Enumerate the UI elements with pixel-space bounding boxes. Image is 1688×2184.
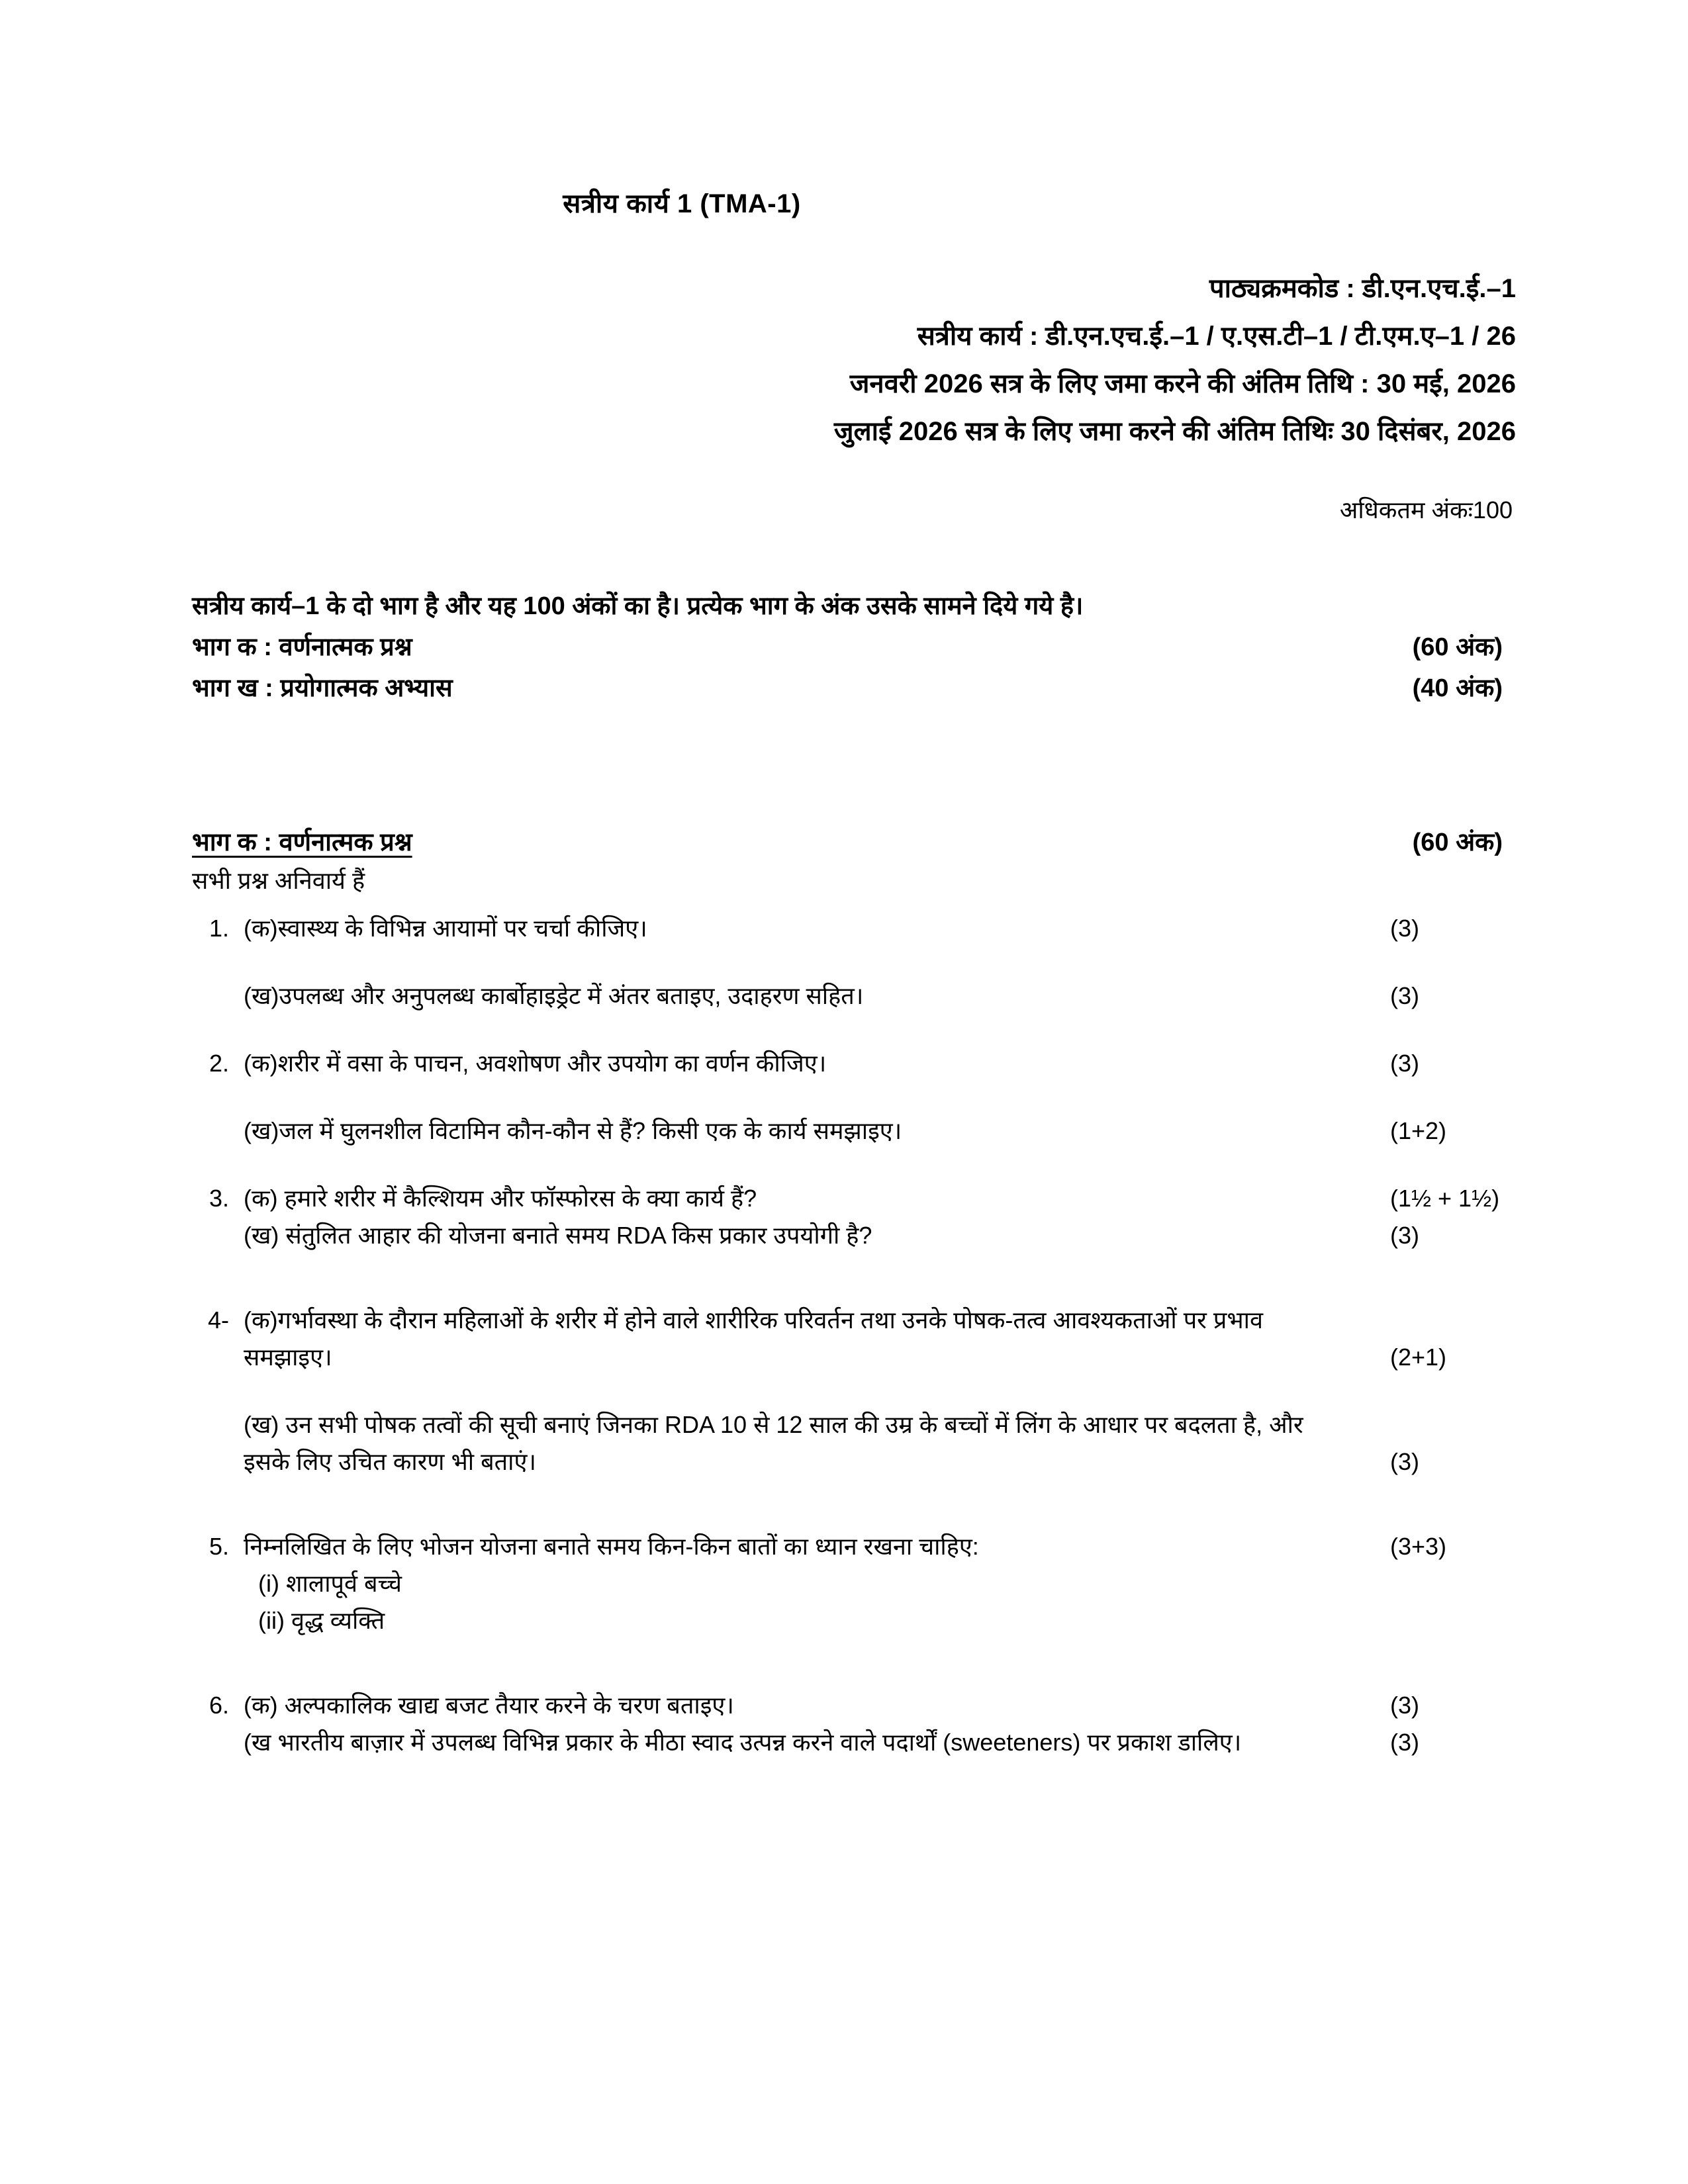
question-part-row	[192, 1180, 1509, 1217]
part-b-summary-label: भाग ख : प्रयोगात्मक अभ्यास	[192, 674, 453, 702]
question-number: 1.	[209, 915, 229, 942]
question-item	[192, 910, 1509, 1015]
question-part-marks: (1+2)	[1390, 1117, 1447, 1144]
question-part-row	[192, 1217, 1509, 1254]
question-number: 2.	[209, 1050, 229, 1077]
spacer	[192, 1639, 1509, 1687]
part-a-summary-label: भाग क : वर्णनात्मक प्रश्न	[192, 633, 412, 661]
question-part-row	[192, 978, 1509, 1015]
question-part-row	[192, 1687, 1509, 1724]
question-part-marks: (3+3)	[1390, 1533, 1447, 1560]
question-part-marks: (3)	[1390, 1729, 1419, 1756]
question-part-text: (ख) संतुलित आहार की योजना बनाते समय RDA किस प्रकार उपयोगी है?	[244, 1222, 872, 1249]
question-item	[192, 1180, 1509, 1254]
question-part-row	[192, 1528, 1509, 1565]
question-item	[192, 1302, 1509, 1480]
part-b-summary-marks: (40 अंक)	[1412, 674, 1503, 702]
question-part-marks: (2+1)	[1390, 1343, 1447, 1371]
question-number: 4-	[207, 1306, 229, 1334]
question-part-row	[192, 1045, 1509, 1082]
spacer	[192, 1150, 1509, 1180]
section-a-heading: भाग क : वर्णनात्मक प्रश्न	[192, 829, 412, 856]
assignment-code-line: सत्रीय कार्य : डी.एन.एच.ई.–1 / ए.एस.टी–1 / टी.एम.ए–1 / 26	[917, 322, 1516, 351]
question-item	[192, 1528, 1509, 1639]
question-part-text: (क) अल्पकालिक खाद्य बजट तैयार करने के चरण बताइए।	[244, 1692, 734, 1719]
question-part-marks: (1½ + 1½)	[1390, 1185, 1500, 1212]
course-code-line: पाठ्यक्रमकोड : डी.एन.एच.ई.–1	[1209, 274, 1516, 303]
question-number: 5.	[209, 1533, 229, 1560]
question-sub-item: (i) शालापूर्व बच्चे	[258, 1570, 402, 1597]
question-item	[192, 1045, 1509, 1150]
spacer	[192, 1254, 1509, 1302]
question-part-text: (ख)उपलब्ध और अनुपलब्ध कार्बोहाइड्रेट में अंतर बताइए, उदाहरण सहित।	[244, 982, 864, 1009]
question-part-row	[192, 1113, 1509, 1150]
spacer	[192, 1015, 1509, 1045]
question-part-text: (क)स्वास्थ्य के विभिन्न आयामों पर चर्चा कीजिए।	[244, 915, 647, 942]
question-sub-item: (ii) वृद्ध व्यक्ति	[258, 1607, 385, 1634]
question-part-text: (ख भारतीय बाज़ार में उपलब्ध विभिन्न प्रकार के मीठा स्वाद उत्पन्न करने वाले पदार्थों (sweeteners) पर प्रकाश डालिए।	[244, 1729, 1242, 1756]
part-a-summary-marks: (60 अंक)	[1412, 633, 1503, 661]
instructions-block	[192, 586, 1503, 709]
header-meta-block	[0, 265, 1516, 455]
spacer	[192, 1480, 1509, 1528]
question-list	[192, 910, 1509, 1761]
instructions-paragraph: सत्रीय कार्य–1 के दो भाग है और यह 100 अंकों का है। प्रत्येक भाग के अंक उसके सामने दिये गये है।	[192, 592, 1084, 620]
section-a-heading-row	[192, 824, 1503, 861]
question-part-marks: (3)	[1390, 915, 1419, 942]
question-part-text: (क)गर्भावस्था के दौरान महिलाओं के शरीर में होने वाले शारीरिक परिवर्तन तथा उनके पोषक-तत्व आवश्यकताओं पर प्रभाव समझाइए।	[244, 1306, 1264, 1371]
question-part-text: (ख) उन सभी पोषक तत्वों की सूची बनाएं जिनका RDA 10 से 12 साल की उम्र के बच्चों में लिंग के आधार पर बदलता है, और इसके लिए उचित कारण भी बताएं।	[244, 1411, 1303, 1475]
question-part-marks: (3)	[1390, 1692, 1419, 1719]
question-part-row	[192, 910, 1509, 947]
question-number: 3.	[209, 1185, 229, 1212]
question-part-marks: (3)	[1390, 1222, 1419, 1249]
question-part-row	[192, 1302, 1509, 1376]
spacer	[192, 1376, 1509, 1406]
part-b-summary-row	[192, 668, 1503, 709]
question-part-marks: (3)	[1390, 1050, 1419, 1077]
question-number: 6.	[209, 1692, 229, 1719]
section-a-subheading: सभी प्रश्न अनिवार्य हैं	[192, 867, 365, 894]
page-title: सत्रीय कार्य 1 (TMA-1)	[563, 189, 801, 218]
maximum-marks: अधिकतम अंकः100	[1339, 496, 1513, 523]
part-a-summary-row	[192, 627, 1503, 668]
spacer	[192, 1082, 1509, 1113]
question-part-row	[192, 1724, 1509, 1761]
question-part-row	[192, 1406, 1509, 1480]
question-part-text: (क)शरीर में वसा के पाचन, अवशोषण और उपयोग का वर्णन कीजिए।	[244, 1050, 827, 1077]
question-part-marks: (3)	[1390, 982, 1419, 1009]
spacer	[192, 947, 1509, 978]
section-a-marks: (60 अंक)	[1412, 829, 1503, 856]
question-item	[192, 1687, 1509, 1761]
july-session-due-date-line: जुलाई 2026 सत्र के लिए जमा करने की अंतिम तिथिः 30 दिसंबर, 2026	[833, 417, 1516, 446]
question-part-text: निम्नलिखित के लिए भोजन योजना बनाते समय किन-किन बातों का ध्यान रखना चाहिए:	[244, 1533, 979, 1560]
question-part-text: (क) हमारे शरीर में कैल्शियम और फॉस्फोरस के क्या कार्य हैं?	[244, 1185, 757, 1212]
question-part-text: (ख)जल में घुलनशील विटामिन कौन-कौन से हैं? किसी एक के कार्य समझाइए।	[244, 1117, 902, 1144]
january-session-due-date-line: जनवरी 2026 सत्र के लिए जमा करने की अंतिम तिथि : 30 मई, 2026	[849, 369, 1516, 398]
question-part-marks: (3)	[1390, 1448, 1419, 1475]
